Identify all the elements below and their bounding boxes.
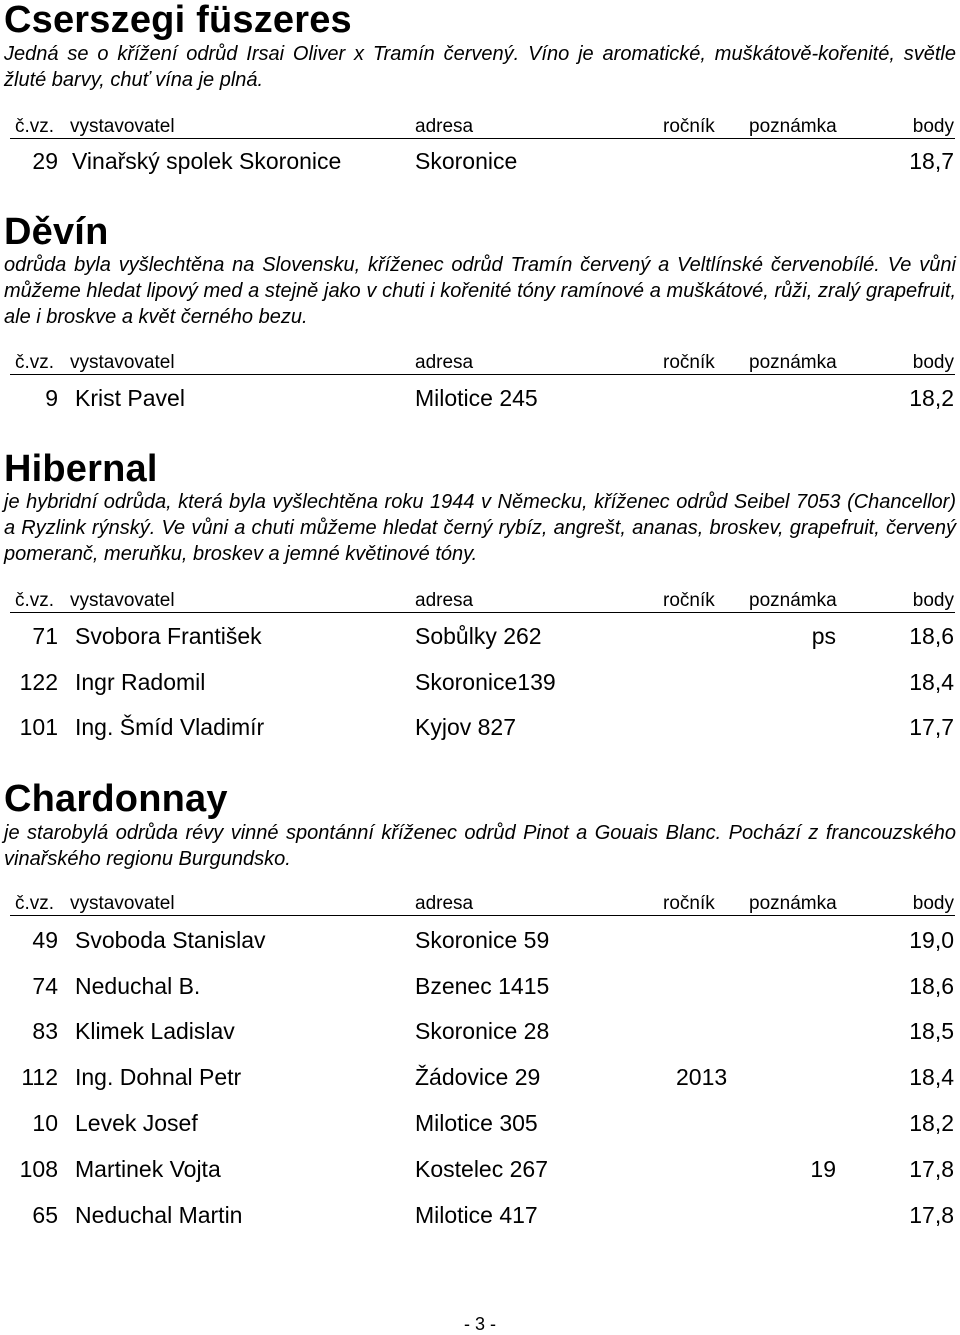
wine-section xyxy=(4,449,956,567)
entry-exhibitor: Svoboda Stanislav xyxy=(75,927,266,953)
entry-note: 19 xyxy=(810,1156,836,1182)
entry-number: 101 xyxy=(19,714,58,740)
entry-points: 18,6 xyxy=(909,623,954,649)
wine-title: Hibernal xyxy=(4,448,158,490)
entry-year: 2013 xyxy=(676,1064,728,1090)
header-note: poznámka xyxy=(749,590,837,611)
entry-exhibitor: Neduchal Martin xyxy=(75,1202,243,1228)
header-address: adresa xyxy=(415,352,474,373)
header-cvz: č.vz. xyxy=(15,590,55,611)
header-address: adresa xyxy=(415,590,474,611)
table-row xyxy=(0,973,960,1001)
wine-section xyxy=(4,0,956,93)
table-row xyxy=(0,927,960,955)
entry-address: Kyjov 827 xyxy=(415,714,517,740)
header-note: poznámka xyxy=(749,116,837,137)
entry-exhibitor: Levek Josef xyxy=(75,1110,198,1136)
entry-points: 18,5 xyxy=(909,1018,954,1044)
table-row xyxy=(0,1156,960,1184)
entry-address: Bzenec 1415 xyxy=(415,973,550,999)
header-cvz: č.vz. xyxy=(15,352,55,373)
header-exhibitor: vystavovatel xyxy=(70,893,175,914)
wine-section xyxy=(4,212,956,330)
table-header xyxy=(10,352,955,375)
table-row xyxy=(0,714,960,742)
header-points: body xyxy=(912,116,954,137)
header-points: body xyxy=(912,352,954,373)
table-row xyxy=(0,1018,960,1046)
header-cvz: č.vz. xyxy=(15,893,55,914)
table-header xyxy=(10,893,955,916)
header-note: poznámka xyxy=(749,352,837,373)
entry-number: 29 xyxy=(32,148,58,174)
entry-exhibitor: Vinařský spolek Skoronice xyxy=(72,148,342,174)
entry-points: 17,8 xyxy=(909,1156,954,1182)
wine-description: Jedná se o křížení odrůd Irsai Oliver x Tramín červený. Víno je aromatické, muškátově-kořenité, světle žluté barvy, chuť vína je plná. xyxy=(4,43,956,91)
entry-address: Kostelec 267 xyxy=(415,1156,548,1182)
entry-points: 17,7 xyxy=(909,714,954,740)
wine-description: je hybridní odrůda, která byla vyšlechtěna roku 1944 v Německu, kříženec odrůd Seibel 7053 (Chancellor) a Ryzlink rýnský. Ve vůni a chuti můžeme hledat černý rybíz, angrešt, ananas, broskev, grapefruit, červený pomeranč, meruňku, broskev a jemné květinové tóny. xyxy=(4,491,956,565)
wine-description: je starobylá odrůda révy vinné spontánní kříženec odrůd Pinot a Gouais Blanc. Pochází z francouzského vinařského regionu Burgundsko. xyxy=(4,822,956,870)
entry-address: Skoronice 59 xyxy=(415,927,550,953)
header-year: ročník xyxy=(663,352,715,373)
wine-title: Chardonnay xyxy=(4,778,228,820)
table-row xyxy=(0,1110,960,1138)
entry-address: Skoronice139 xyxy=(415,669,556,695)
entry-number: 74 xyxy=(32,973,58,999)
entry-number: 83 xyxy=(32,1018,58,1044)
page-number: - 3 - xyxy=(463,1314,496,1334)
header-note: poznámka xyxy=(749,893,837,914)
table-header xyxy=(10,116,955,139)
entry-exhibitor: Krist Pavel xyxy=(75,385,185,411)
table-row xyxy=(0,1202,960,1230)
entry-exhibitor: Ingr Radomil xyxy=(75,669,206,695)
entry-address: Sobůlky 262 xyxy=(415,623,542,649)
entry-address: Milotice 305 xyxy=(415,1110,538,1136)
entry-points: 18,2 xyxy=(909,1110,954,1136)
header-year: ročník xyxy=(663,590,715,611)
header-points: body xyxy=(912,590,954,611)
entry-number: 49 xyxy=(32,927,58,953)
entry-number: 9 xyxy=(45,385,58,411)
header-address: adresa xyxy=(415,116,474,137)
entry-points: 19,0 xyxy=(909,927,954,953)
entry-points: 18,4 xyxy=(909,669,954,695)
table-row xyxy=(0,669,960,697)
entry-number: 71 xyxy=(32,623,58,649)
entry-address: Milotice 417 xyxy=(415,1202,538,1228)
wine-description: odrůda byla vyšlechtěna na Slovensku, kříženec odrůd Tramín červený a Veltlínské červenobílé. Ve vůni můžeme hledat lipový med a stejně jako v chuti i kořenité tóny ramínové a muškátové, růži, zralý grapefruit, ale i broskve a květ černého bezu. xyxy=(4,254,956,328)
table-row xyxy=(0,148,960,176)
wine-title: Cserszegi füszeres xyxy=(4,0,352,41)
entry-number: 112 xyxy=(21,1064,58,1090)
entry-exhibitor: Klimek Ladislav xyxy=(75,1018,235,1044)
entry-exhibitor: Ing. Dohnal Petr xyxy=(75,1064,242,1090)
header-cvz: č.vz. xyxy=(15,116,55,137)
entry-points: 18,2 xyxy=(909,385,954,411)
entry-exhibitor: Ing. Šmíd Vladimír xyxy=(75,714,265,740)
header-exhibitor: vystavovatel xyxy=(70,116,175,137)
entry-number: 122 xyxy=(19,669,58,695)
entry-exhibitor: Martinek Vojta xyxy=(75,1156,221,1182)
entry-points: 17,8 xyxy=(909,1202,954,1228)
entry-exhibitor: Svobora František xyxy=(75,623,262,649)
header-year: ročník xyxy=(663,116,715,137)
wine-section xyxy=(4,779,956,872)
header-address: adresa xyxy=(415,893,474,914)
table-header xyxy=(10,590,955,613)
entry-exhibitor: Neduchal B. xyxy=(75,973,201,999)
header-year: ročník xyxy=(663,893,715,914)
entry-note: ps xyxy=(811,623,836,649)
table-row xyxy=(0,623,960,651)
entry-address: Milotice 245 xyxy=(415,385,538,411)
header-points: body xyxy=(912,893,954,914)
entry-number: 10 xyxy=(32,1110,58,1136)
entry-number: 65 xyxy=(32,1202,58,1228)
table-row xyxy=(0,385,960,413)
entry-number: 108 xyxy=(19,1156,58,1182)
entry-address: Skoronice 28 xyxy=(415,1018,550,1044)
header-exhibitor: vystavovatel xyxy=(70,352,175,373)
table-row xyxy=(0,1064,960,1092)
entry-points: 18,4 xyxy=(909,1064,954,1090)
entry-address: Žádovice 29 xyxy=(415,1064,541,1090)
entry-points: 18,6 xyxy=(909,973,954,999)
wine-title: Děvín xyxy=(4,211,109,253)
entry-address: Skoronice xyxy=(415,148,518,174)
entry-points: 18,7 xyxy=(909,148,954,174)
header-exhibitor: vystavovatel xyxy=(70,590,175,611)
